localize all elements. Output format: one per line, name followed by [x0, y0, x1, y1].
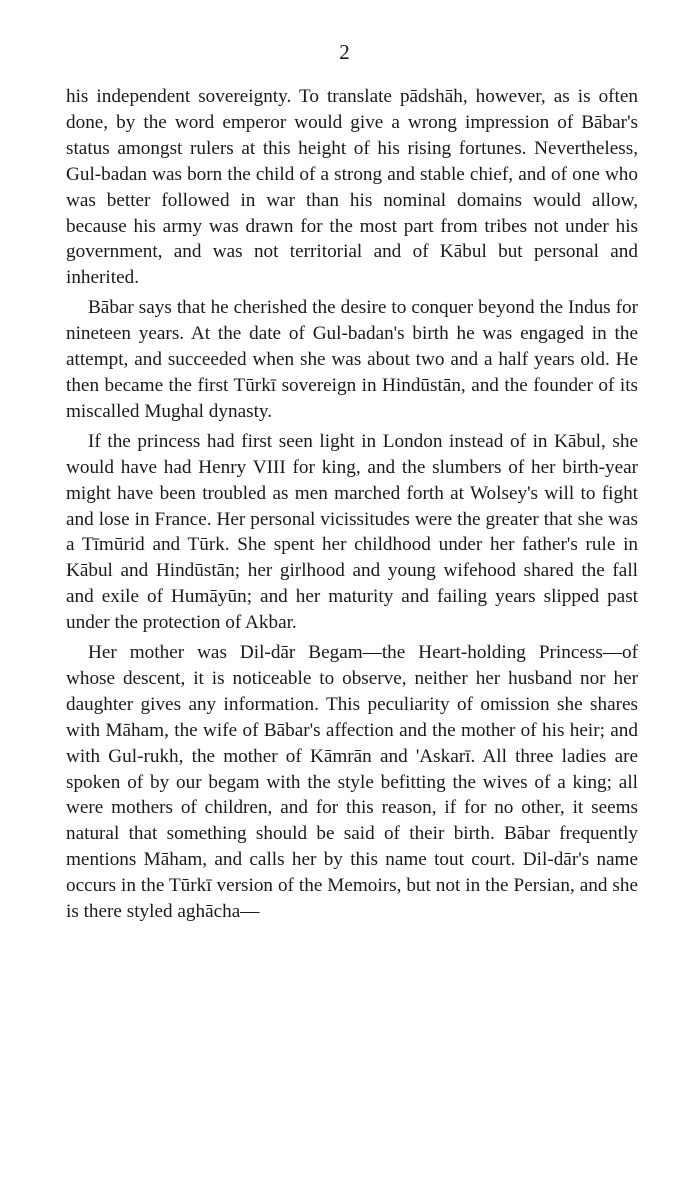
paragraph-3: If the princess had first seen light in London instead of in Kābul, she would have had Henry VIII for king, and the slumbers of her birth-year might have been troubled as men marched forth at Wolsey's will to fight and lose in France. Her personal vicissitudes were the greater that she was a Tīmūrid and Tūrk. She spent her childhood under her father's rule in Kābul and Hindūstān; her girlhood and young wifehood shared the fall and exile of Humāyūn; and her maturity and failing years slipped past under the protection of Akbar.: [66, 430, 638, 634]
paragraph-2: Bābar says that he cherished the desire to conquer beyond the Indus for nineteen years. At the date of Gul-badan's birth he was engaged in the attempt, and succeeded when she was about two and a half years old. He then became the first Tūrkī sovereign in Hindūstān, and the founder of its miscalled Mughal dynasty.: [66, 297, 638, 422]
paragraph-4: Her mother was Dil-dār Begam—the Heart-holding Princess—of whose descent, it is noticeable to observe, neither her husband nor her daughter gives any information. This peculiarity of omission she shares with Māham, the wife of Bābar's affection and the mother of his heir; and with Gul-rukh, the mother of Kāmrān and 'Askarī. All three ladies are spoken of by our begam with the style befitting the wives of a king; all were mothers of children, and for this reason, if for no other, it seems natural that something should be said of their birth. Bābar frequently mentions Māham, and calls her by this name tout court. Dil-dār's name occurs in the Tūrkī version of the Memoirs, but not in the Persian, and she is there styled aghācha—: [66, 642, 638, 923]
paragraph-1: his independent sovereignty. To translate pādshāh, however, as is often done, by the word emperor would give a wrong impression of Bābar's status amongst rulers at this height of his rising fortunes. Nevertheless, Gul-badan was born the child of a strong and stable chief, and of one who was better followed in war than his nominal domains would allow, because his army was drawn for the most part from tribes not under his government, and was not territorial and of Kābul but personal and inherited.: [66, 86, 638, 289]
body-text: [66, 84, 638, 925]
page-number: 2: [339, 40, 350, 64]
